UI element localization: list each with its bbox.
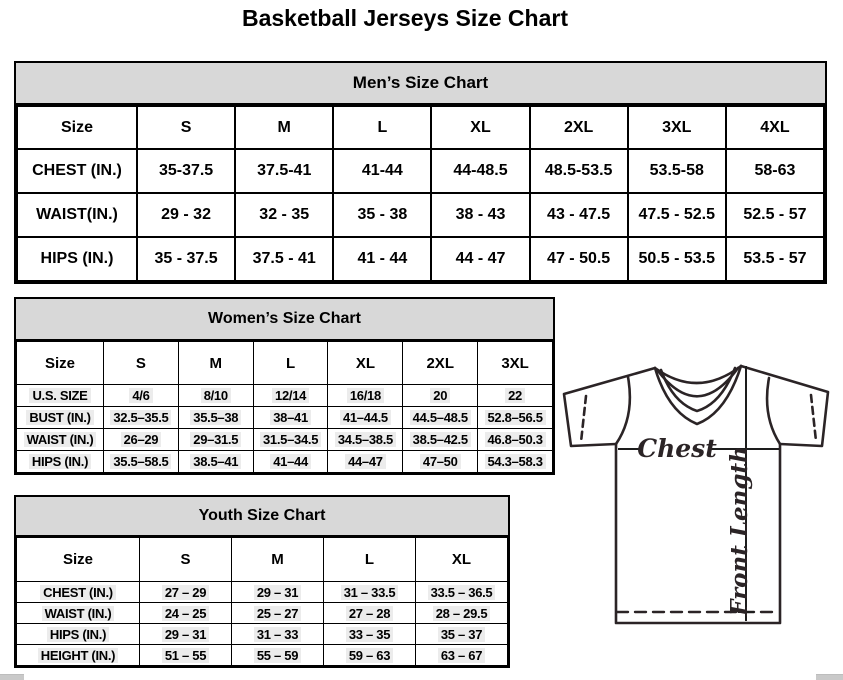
cell-text: 44.5–48.5	[410, 410, 471, 425]
cell-text: 41 - 44	[357, 250, 408, 267]
row-label	[17, 624, 140, 645]
size-cell	[232, 645, 324, 666]
mens-size-chart	[14, 61, 827, 284]
cell-text: 3XL	[662, 118, 692, 136]
column-header	[403, 342, 478, 385]
size-cell	[235, 149, 333, 193]
jersey-left-armhole-seam	[616, 377, 630, 444]
cell-text: 44–47	[345, 454, 386, 469]
youth-chart-title: Youth Size Chart	[16, 497, 508, 537]
cell-text: 8/10	[201, 388, 231, 403]
cell-text: 53.5 - 57	[743, 250, 807, 267]
size-cell	[253, 385, 328, 407]
table-row	[17, 429, 553, 451]
womens-size-table	[16, 341, 553, 473]
cell-text: 54.3–58.3	[485, 454, 546, 469]
cell-text: L	[377, 118, 388, 136]
table-row	[17, 582, 508, 603]
size-cell	[178, 385, 253, 407]
row-label	[17, 407, 104, 429]
size-cell	[137, 237, 235, 281]
size-cell	[431, 149, 529, 193]
cell-text: 51 – 55	[162, 648, 209, 663]
cell-text: 55 – 59	[254, 648, 301, 663]
cell-text: 12/14	[272, 388, 309, 403]
size-cell	[328, 385, 403, 407]
size-cell	[416, 624, 508, 645]
table-row	[17, 193, 824, 237]
size-cell	[253, 407, 328, 429]
cell-text: 29 – 31	[254, 585, 301, 600]
cell-text: BUST (IN.)	[26, 410, 93, 425]
size-cell	[232, 603, 324, 624]
cell-text: 58-63	[754, 162, 796, 179]
row-label	[17, 149, 137, 193]
column-header	[253, 342, 328, 385]
size-cell	[726, 149, 824, 193]
row-label	[17, 603, 140, 624]
cell-text: 38.5–42.5	[410, 432, 471, 447]
size-cell	[104, 451, 179, 473]
cell-text: HIPS (IN.)	[40, 250, 114, 267]
column-header	[17, 538, 140, 582]
cell-text: 35 - 38	[357, 206, 408, 223]
cell-text: 37.5 - 41	[252, 250, 316, 267]
column-header	[530, 106, 628, 149]
table-row	[17, 407, 553, 429]
cell-text: 31 – 33	[254, 627, 301, 642]
horizontal-scrollbar-thumb-right[interactable]	[816, 674, 843, 680]
cell-text: 34.5–38.5	[335, 432, 396, 447]
size-cell	[478, 429, 553, 451]
youth-size-table	[16, 537, 508, 666]
size-cell	[530, 193, 628, 237]
column-header	[478, 342, 553, 385]
column-header	[178, 342, 253, 385]
cell-text: 48.5-53.5	[544, 162, 613, 179]
cell-text: 22	[505, 388, 525, 403]
cell-text: 29 – 31	[162, 627, 209, 642]
size-cell	[104, 385, 179, 407]
size-cell	[328, 429, 403, 451]
youth-size-chart	[14, 495, 510, 668]
cell-text: 28 – 29.5	[433, 606, 491, 621]
page-title: Basketball Jerseys Size Chart	[241, 5, 568, 31]
cell-text: 46.8–50.3	[485, 432, 546, 447]
cell-text: 35.5–38	[190, 410, 241, 425]
size-cell	[628, 149, 726, 193]
cell-text: 31.5–34.5	[260, 432, 321, 447]
column-header	[726, 106, 824, 149]
header-row	[17, 342, 553, 385]
cell-text: 33.5 – 36.5	[428, 585, 496, 600]
cell-text: 53.5-58	[649, 162, 704, 179]
jersey-left-cuff-stitch-dashed-line	[581, 396, 586, 442]
cell-text: L	[364, 551, 375, 568]
cell-text: 2XL	[426, 354, 454, 372]
size-cell	[178, 451, 253, 473]
table-row	[17, 645, 508, 666]
cell-text: 41-44	[361, 162, 403, 179]
cell-text: 29 - 32	[161, 206, 211, 223]
cell-text: 35-37.5	[158, 162, 214, 179]
row-label	[17, 193, 137, 237]
mens-chart-title: Men’s Size Chart	[16, 63, 825, 105]
size-cell	[253, 429, 328, 451]
cell-text: 52.5 - 57	[743, 206, 807, 223]
womens-chart-title: Women’s Size Chart	[16, 299, 553, 341]
cell-text: 32.5–35.5	[110, 410, 171, 425]
cell-text: 37.5-41	[257, 162, 312, 179]
size-cell	[140, 624, 232, 645]
jersey-body-outline	[616, 444, 780, 623]
size-cell	[328, 451, 403, 473]
cell-text: 20	[430, 388, 450, 403]
cell-text: 41–44	[270, 454, 311, 469]
size-cell	[140, 582, 232, 603]
column-header	[416, 538, 508, 582]
size-cell	[140, 603, 232, 624]
cell-text: WAIST (IN.)	[42, 606, 115, 621]
cell-text: 3XL	[501, 354, 529, 372]
size-cell	[178, 407, 253, 429]
cell-text: U.S. SIZE	[29, 388, 90, 403]
cell-text: 31 – 33.5	[341, 585, 399, 600]
horizontal-scrollbar-thumb-left[interactable]	[0, 674, 24, 680]
size-cell	[478, 451, 553, 473]
front-length-label: Front Length	[726, 446, 753, 616]
size-cell	[324, 603, 416, 624]
column-header	[17, 342, 104, 385]
cell-text: 59 – 63	[346, 648, 393, 663]
cell-text: 26–29	[121, 432, 162, 447]
cell-text: 2XL	[563, 118, 594, 136]
womens-size-chart	[14, 297, 555, 475]
cell-text: 4XL	[760, 118, 790, 136]
cell-text: XL	[355, 354, 375, 372]
cell-text: 32 - 35	[259, 206, 310, 223]
size-cell	[530, 149, 628, 193]
cell-text: 16/18	[347, 388, 384, 403]
cell-text: 38–41	[270, 410, 311, 425]
size-cell	[416, 582, 508, 603]
chest-label: Chest	[637, 434, 717, 463]
column-header	[235, 106, 333, 149]
size-cell	[403, 407, 478, 429]
table-row	[17, 603, 508, 624]
cell-text: S	[180, 551, 191, 568]
mens-size-table	[16, 105, 825, 282]
size-cell	[324, 645, 416, 666]
cell-text: Size	[62, 551, 93, 568]
cell-text: S	[135, 354, 146, 372]
size-cell	[403, 429, 478, 451]
cell-text: 47–50	[420, 454, 461, 469]
table-row	[17, 624, 508, 645]
size-cell	[137, 149, 235, 193]
table-row	[17, 385, 553, 407]
cell-text: WAIST(IN.)	[36, 206, 118, 223]
column-header	[324, 538, 416, 582]
size-cell	[416, 603, 508, 624]
cell-text: 44 - 47	[455, 250, 506, 267]
column-header	[628, 106, 726, 149]
cell-text: HIPS (IN.)	[29, 454, 91, 469]
column-header	[137, 106, 235, 149]
cell-text: 29–31.5	[190, 432, 241, 447]
column-header	[17, 106, 137, 149]
table-row	[17, 451, 553, 473]
size-cell	[726, 193, 824, 237]
row-label	[17, 429, 104, 451]
cell-text: 38.5–41	[190, 454, 241, 469]
cell-text: 33 – 35	[346, 627, 393, 642]
size-cell	[416, 645, 508, 666]
size-cell	[628, 193, 726, 237]
column-header	[328, 342, 403, 385]
cell-text: XL	[470, 118, 491, 136]
size-cell	[403, 385, 478, 407]
size-cell	[235, 237, 333, 281]
size-cell	[137, 193, 235, 237]
cell-text: M	[277, 118, 291, 136]
cell-text: XL	[451, 551, 472, 568]
cell-text: S	[180, 118, 192, 136]
column-header	[232, 538, 324, 582]
column-header	[333, 106, 431, 149]
cell-text: 43 - 47.5	[547, 206, 611, 223]
table-row	[17, 237, 824, 281]
cell-text: Size	[44, 354, 75, 372]
size-cell	[324, 624, 416, 645]
size-cell	[530, 237, 628, 281]
cell-text: CHEST (IN.)	[32, 162, 122, 179]
size-cell	[403, 451, 478, 473]
size-cell	[478, 385, 553, 407]
size-cell	[253, 451, 328, 473]
row-label	[17, 451, 104, 473]
size-cell	[324, 582, 416, 603]
header-row	[17, 106, 824, 149]
cell-text: 52.8–56.5	[485, 410, 546, 425]
size-cell	[178, 429, 253, 451]
cell-text: Size	[60, 118, 93, 136]
cell-text: HIPS (IN.)	[47, 627, 109, 642]
size-cell	[431, 193, 529, 237]
size-cell	[104, 429, 179, 451]
size-cell	[333, 237, 431, 281]
column-header	[140, 538, 232, 582]
cell-text: 4/6	[129, 388, 152, 403]
cell-text: 41–44.5	[340, 410, 391, 425]
cell-text: WAIST (IN.)	[24, 432, 97, 447]
cell-text: 35.5–58.5	[110, 454, 171, 469]
jersey-right-armhole-seam	[767, 378, 780, 444]
cell-text: HEIGHT (IN.)	[38, 648, 118, 663]
cell-text: 47 - 50.5	[547, 250, 611, 267]
cell-text: 44-48.5	[453, 162, 508, 179]
size-cell	[235, 193, 333, 237]
size-cell	[333, 193, 431, 237]
cell-text: 27 – 29	[162, 585, 209, 600]
cell-text: M	[271, 551, 284, 568]
size-cell	[431, 237, 529, 281]
cell-text: 25 – 27	[254, 606, 301, 621]
column-header	[104, 342, 179, 385]
column-header	[431, 106, 529, 149]
size-cell	[628, 237, 726, 281]
size-cell	[726, 237, 824, 281]
cell-text: M	[209, 354, 222, 372]
jersey-diagram	[556, 358, 838, 630]
size-cell	[328, 407, 403, 429]
cell-text: 27 – 28	[346, 606, 393, 621]
size-cell	[104, 407, 179, 429]
size-cell	[333, 149, 431, 193]
row-label	[17, 645, 140, 666]
cell-text: L	[285, 354, 296, 372]
size-cell	[478, 407, 553, 429]
cell-text: 50.5 - 53.5	[638, 250, 716, 267]
cell-text: 38 - 43	[455, 206, 506, 223]
size-cell	[232, 582, 324, 603]
cell-text: 35 – 37	[438, 627, 485, 642]
table-row	[17, 149, 824, 193]
row-label	[17, 385, 104, 407]
row-label	[17, 237, 137, 281]
cell-text: 35 - 37.5	[154, 250, 218, 267]
cell-text: 24 – 25	[162, 606, 209, 621]
cell-text: 63 – 67	[438, 648, 485, 663]
size-cell	[140, 645, 232, 666]
size-cell	[232, 624, 324, 645]
row-label	[17, 582, 140, 603]
cell-text: 47.5 - 52.5	[638, 206, 716, 223]
header-row	[17, 538, 508, 582]
jersey-right-cuff-stitch-dashed-line	[811, 395, 816, 441]
cell-text: CHEST (IN.)	[40, 585, 116, 600]
